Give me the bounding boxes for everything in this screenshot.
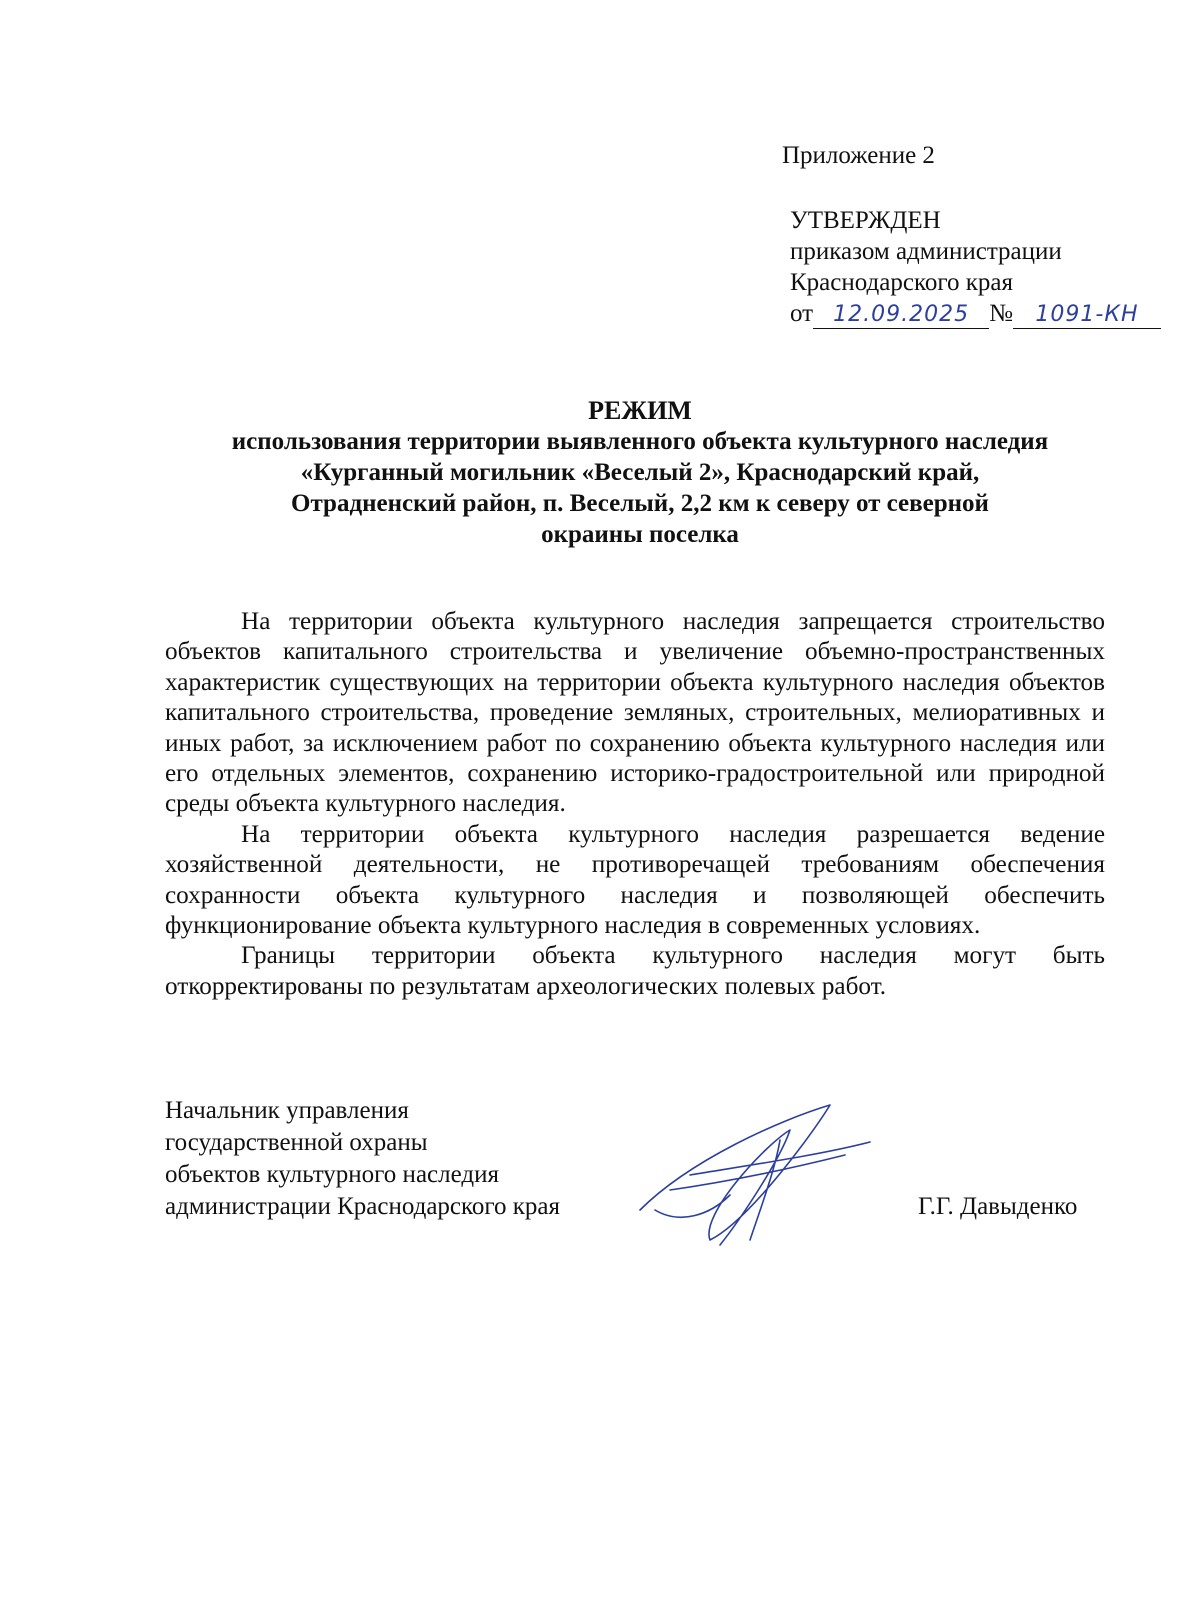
- order-number-handwritten: 1091-КН: [1013, 302, 1161, 329]
- title-line: использования территории выявленного объекта культурного наследия: [231, 428, 1049, 455]
- approval-block: [790, 205, 1161, 329]
- signer-position-line: государственной охраны: [165, 1129, 428, 1156]
- signer-position-line: администрации Краснодарского края: [165, 1193, 561, 1220]
- appendix-label: Приложение 2: [782, 142, 935, 169]
- body-paragraph: На территории объекта культурного наследия разрешается ведение хозяйственной деятельности, не противоречащей требованиям обеспечения сохранности объекта культурного наследия и позволяющей обеспечить функционирование объекта культурного наследия в современных условиях.: [165, 820, 1105, 940]
- approved-label: УТВЕРЖДЕН: [790, 207, 941, 234]
- order-date-handwritten: 12.09.2025: [813, 302, 989, 329]
- signer-name: Г.Г. Давыденко: [918, 1193, 1078, 1220]
- signer-position-line: Начальник управления: [165, 1097, 409, 1124]
- title-line: Отрадненский район, п. Веселый, 2,2 км к северу от северной: [291, 490, 989, 517]
- approval-order-line-2: Краснодарского края: [790, 269, 1013, 296]
- number-label: №: [989, 300, 1013, 327]
- document-title: [150, 395, 1130, 550]
- signer-position-line: объектов культурного наследия: [165, 1161, 499, 1188]
- handwritten-signature: [630, 1100, 890, 1250]
- body-paragraph: Границы территории объекта культурного наследия могут быть откорректированы по результатам археологических полевых работ.: [165, 942, 1105, 1000]
- approval-order-line-1: приказом администрации: [790, 238, 1062, 265]
- signer-position: [165, 1095, 560, 1223]
- title-main: РЕЖИМ: [588, 396, 692, 425]
- body-paragraph: На территории объекта культурного наследия запрещается строительство объектов капитального строительства и увеличение объемно-пространственных характеристик существующих на территории объекта культурного наследия объектов капитального строительства, проведение земляных, строительных, мелиоративных и иных работ, за исключением работ по сохранению объекта культурного наследия или его отдельных элементов, сохранению историко-градостроительной или природной среды объекта культурного наследия.: [165, 608, 1105, 818]
- from-label: от: [790, 300, 814, 327]
- document-body: [165, 607, 1105, 1002]
- title-line: окраины поселка: [541, 521, 739, 548]
- title-line: «Курганный могильник «Веселый 2», Краснодарский край,: [300, 459, 980, 486]
- order-date-number-row: [790, 298, 1161, 329]
